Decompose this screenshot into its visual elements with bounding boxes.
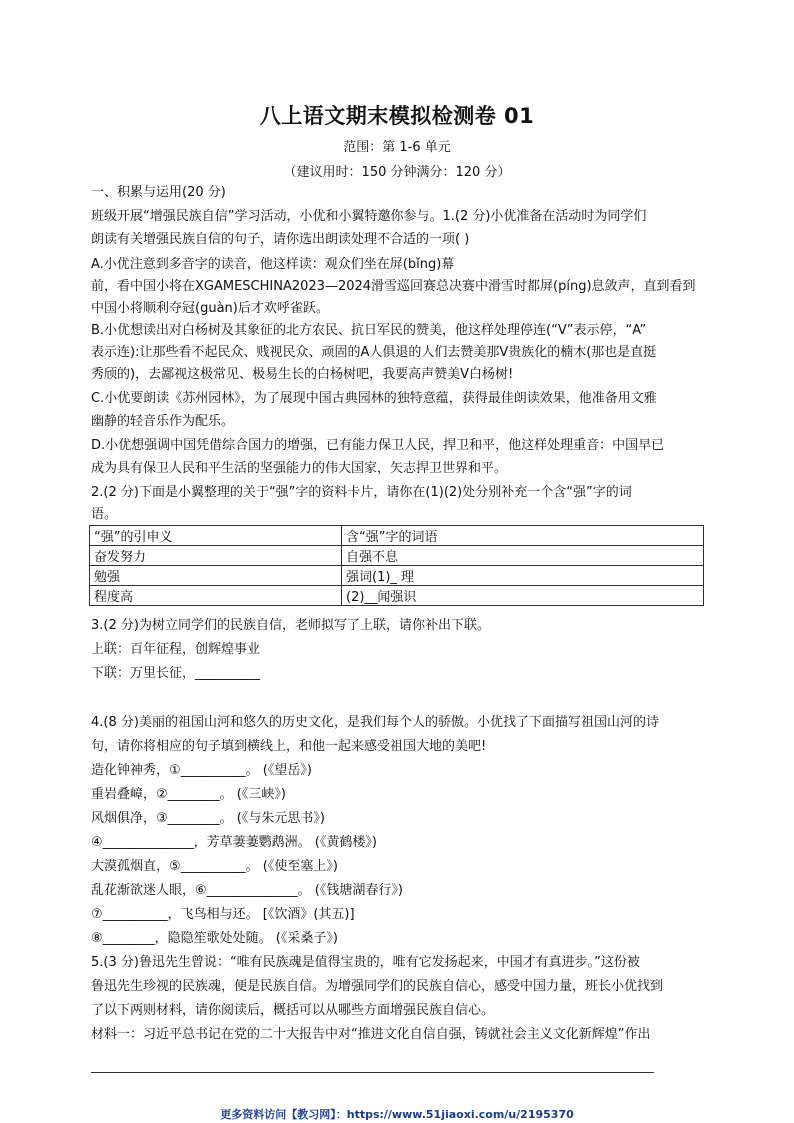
table-header-cell: 含“强”字的词语	[342, 526, 704, 546]
text-line: C.小优要朗读《苏州园林》，为了展现中国古典园林的独特意蕴，获得最佳朗读效果，他准备用文雅	[91, 391, 657, 406]
text-line: 乱花渐欲迷人眼，⑥______________。 (《钱塘湖春行》)	[91, 883, 403, 898]
text-line: ⑦__________，飞鸟相与还。 [《饮酒》(其五)]	[91, 907, 355, 922]
character-card-table	[89, 525, 704, 606]
table-cell: 自强不息	[342, 546, 704, 566]
table-row	[90, 546, 704, 566]
text-line: B.小优想读出对白杨树及其象征的北方农民、抗日军民的赞美，他这样处理停连(“V”表示停，“A”	[91, 323, 647, 338]
exam-range: 范围：第 1-6 单元	[343, 140, 451, 155]
footer-link[interactable]: 更多资料访问【教习网】：https://www.51jiaoxi.com/u/2195370	[220, 1108, 574, 1121]
table-cell: 强词(1)_ 理	[342, 566, 704, 586]
table-cell: 勉强	[90, 566, 342, 586]
text-line: 语。	[91, 507, 118, 522]
table-row	[90, 566, 704, 586]
text-line: 5.(3 分)鲁迅先生曾说：“唯有民族魂是值得宝贵的，唯有它发扬起来，中国才有真进步。”这份被	[91, 955, 640, 970]
text-line: 表示连):让那些看不起民众、贱视民众、顽固的A人俱退的人们去赞美那V贵族化的楠木(那也是直挺	[91, 345, 657, 360]
text-line: ⑧________，隐隐笙歌处处随。 (《采桑子》)	[91, 931, 338, 946]
text-line: 了以下两则材料，请你阅读后，概括可以从哪些方面增强民族自信心。	[91, 1003, 495, 1018]
text-line: 秀颀的)，去鄙视这极常见、极易生长的白杨树吧，我要高声赞美V白杨树!	[91, 367, 514, 382]
footer-divider	[91, 1072, 654, 1073]
text-line: ④______________，芳草萋萋鹦鹉洲。 (《黄鹤楼》)	[91, 835, 377, 850]
text-line: 大漠孤烟直，⑤__________。 (《使至塞上》)	[91, 859, 338, 874]
table-row	[90, 586, 704, 606]
text-line: 2.(2 分)下面是小翼整理的关于“强”字的资料卡片，请你在(1)(2)处分别补充一个含“强”字的词	[91, 485, 632, 500]
text-line: 成为具有保卫人民和平生活的坚强能力的伟大国家，矢志捍卫世界和平。	[91, 461, 508, 476]
table-header-cell: “强”的引申义	[90, 526, 342, 546]
text-line: 上联：百年征程，创辉煌事业	[91, 642, 261, 657]
text-line: 句，请你将相应的句子填到横线上，和他一起来感受祖国大地的美吧!	[91, 739, 487, 754]
table-row	[90, 526, 704, 546]
text-line: 材料一：习近平总书记在党的二十大报告中对“推进文化自信自强，铸就社会主义文化新辉煌”作出	[91, 1027, 651, 1042]
text-line: 班级开展“增强民族自信”学习活动，小优和小翼特邀你参与。1.(2 分)小优准备在活动时为同学们	[91, 209, 647, 224]
table-cell: 程度高	[90, 586, 342, 606]
table-cell: 奋发努力	[90, 546, 342, 566]
text-line: D.小优想强调中国凭借综合国力的增强，已有能力保卫人民，捍卫和平，他这样处理重音：中国早已	[91, 438, 665, 453]
document-title: 八上语文期末模拟检测卷 01	[259, 104, 535, 128]
text-line: 幽静的轻音乐作为配乐。	[91, 414, 235, 429]
table-cell: (2)__闻强识	[342, 586, 704, 606]
text-line: 前，看中国小将在XGAMESCHINA2023—2024滑雪巡回赛总决赛中滑雪时都屏(píng)息敛声，直到看到	[91, 279, 696, 294]
section-heading: 一、积累与运用(20 分)	[91, 185, 226, 200]
text-line: 造化钟神秀，①__________。 (《望岳》)	[91, 763, 312, 778]
text-line: 重岩叠嶂，②________。 (《三峡》)	[91, 787, 286, 802]
exam-time: （建议用时：150 分钟满分：120 分）	[283, 165, 511, 180]
text-line: 鲁迅先生珍视的民族魂，便是民族自信。为增强同学们的民族自信心，感受中国力量，班长小优找到	[91, 979, 664, 994]
text-line: 中国小将顺利夺冠(guàn)后才欢呼雀跃。	[91, 301, 329, 316]
text-line: A.小优注意到多音字的读音，他这样读：观众们坐在屏(bǐng)幕	[91, 257, 455, 272]
text-line: 下联：万里长征，__________	[91, 666, 261, 681]
text-line: 风烟俱净，③________。 (《与朱元思书》)	[91, 811, 325, 826]
text-line: 朗读有关增强民族自信的句子，请你选出朗读处理不合适的一项( )	[91, 232, 470, 247]
text-line: 3.(2 分)为树立同学们的民族自信，老师拟写了上联，请你补出下联。	[91, 618, 490, 633]
text-line: 4.(8 分)美丽的祖国山河和悠久的历史文化，是我们每个人的骄傲。小优找了下面描写祖国山河的诗	[91, 715, 659, 730]
